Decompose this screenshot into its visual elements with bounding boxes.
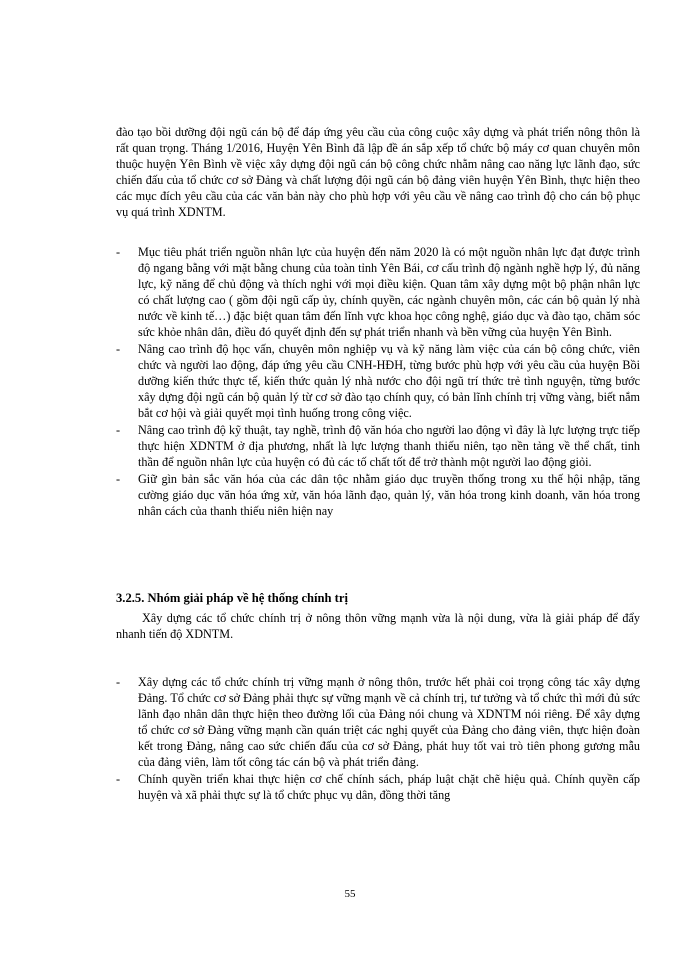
list-item — [116, 771, 640, 803]
list-item-text: Xây dựng các tổ chức chính trị vững mạnh ở nông thôn, trước hết phải coi trọng công tác xây dựng Đảng. Tổ chức cơ sở Đảng phải thực sự vững mạnh về cả chính trị, tư tưởng và tổ chức thì mới đủ sức lãnh đạo nhân dân thực hiện theo đường lối của Đảng nói chung và XDNTM nói riêng. Để xây dựng tổ chức cơ sở Đảng vững mạnh cần quán triệt các nghị quyết của Đảng cho đảng viên, thực hiện đoàn kết trong Đảng, nâng cao sức chiến đấu của cơ sở Đảng, phát huy tốt vai trò tiên phong gương mẫu của đảng viên, làm tốt công tác cán bộ và phát triển đảng. — [138, 675, 640, 769]
section-paragraph: Xây dựng các tổ chức chính trị ở nông thôn vững mạnh vừa là nội dung, vừa là giải pháp để đẩy nhanh tiến độ XDNTM. — [116, 611, 640, 641]
list-item — [116, 471, 640, 519]
bullet-dash: - — [116, 675, 121, 689]
bullet-dash: - — [116, 472, 121, 486]
bullet-dash: - — [116, 772, 121, 786]
list-item — [116, 422, 640, 470]
bullet-dash: - — [116, 342, 121, 356]
section-heading: 3.2.5. Nhóm giải pháp về hệ thống chính trị — [116, 591, 348, 605]
list-item-text: Mục tiêu phát triển nguồn nhân lực của huyện đến năm 2020 là có một nguồn nhân lực đạt được trình độ ngang bằng với mặt bằng chung của toàn tỉnh Yên Bái, cơ cấu trình độ ngành nghề hợp lý, đủ năng lực, kỹ năng để chủ động và thích nghi với mọi điều kiện. Quan tâm xây dựng một bộ phận nhân lực có chất lượng cao ( gồm đội ngũ cấp ủy, chính quyền, các ngành chuyên môn, các cán bộ quản lý nhà nước về kinh tế…) đặc biệt quan tâm đến lĩnh vực khoa học công nghệ, giáo dục và đào tạo, chăm sóc sức khỏe nhân dân, điều đó quyết định đến sự phát triển nhanh và bền vững của huyện Yên Bình. — [138, 245, 640, 339]
list-item-text: Nâng cao trình độ kỹ thuật, tay nghề, trình độ văn hóa cho người lao động vì đây là lực lượng trực tiếp thực hiện XDNTM ở địa phương, nhất là lực lượng thanh thiếu niên, tạo nền tảng về thể chất, tinh thần để nguồn nhân lực của huyện có đủ các tố chất tốt để trở thành một người lao động giỏi. — [138, 423, 640, 469]
intro-paragraph: đào tạo bồi dưỡng đội ngũ cán bộ để đáp ứng yêu cầu của công cuộc xây dựng và phát triển nông thôn là rất quan trọng. Tháng 1/2016, Huyện Yên Bình đã lập đề án sắp xếp tổ chức bộ máy cơ quan chuyên môn thuộc huyện Yên Bình về việc xây dựng đội ngũ cán bộ công chức nhằm nâng cao năng lực lãnh đạo, sức chiến đấu của tổ chức cơ sở Đảng và chất lượng đội ngũ cán bộ đảng viên huyện Yên Bình, thực hiện theo các mục đích yêu cầu của các văn bản này cho phù hợp với yêu cầu về nâng cao trình độ cho cán bộ phục vụ quá trình XDNTM. — [116, 125, 640, 219]
list-item — [116, 674, 640, 770]
bullet-list-2 — [116, 674, 640, 804]
list-item-text: Giữ gìn bản sắc văn hóa của các dân tộc nhằm giáo dục truyền thống trong xu thế hội nhập, tăng cường giáo dục văn hóa ứng xử, văn hóa lãnh đạo, quản lý, văn hóa trong kinh doanh, văn hóa trong nhân cách của thanh thiếu niên hiện nay — [138, 472, 640, 518]
list-item-text: Nâng cao trình độ học vấn, chuyên môn nghiệp vụ và kỹ năng làm việc của cán bộ công chức, viên chức và người lao động, đáp ứng yêu cầu CNH-HĐH, từng bước phù hợp với yêu cầu của huyện Bồi dưỡng kiến thức thực tế, kiến thức quản lý nhà nước cho đội ngũ trí thức trẻ tình nguyện, từng bước xây dựng đội ngũ cán bộ quản lý từ cơ sở đào tạo chính quy, có bản lĩnh chính trị vững vàng, biết nắm bắt cơ hội và giải quyết mọi tình huống trong công việc. — [138, 342, 640, 420]
list-item-text: Chính quyền triển khai thực hiện cơ chế chính sách, pháp luật chặt chẽ hiệu quả. Chính quyền cấp huyện và xã phải thực sự là tổ chức phục vụ dân, đồng thời tăng — [138, 772, 640, 802]
page-number: 55 — [344, 888, 356, 900]
bullet-list-1 — [116, 244, 640, 520]
list-item — [116, 341, 640, 421]
bullet-dash: - — [116, 423, 121, 437]
list-item — [116, 244, 640, 340]
bullet-dash: - — [116, 245, 121, 259]
